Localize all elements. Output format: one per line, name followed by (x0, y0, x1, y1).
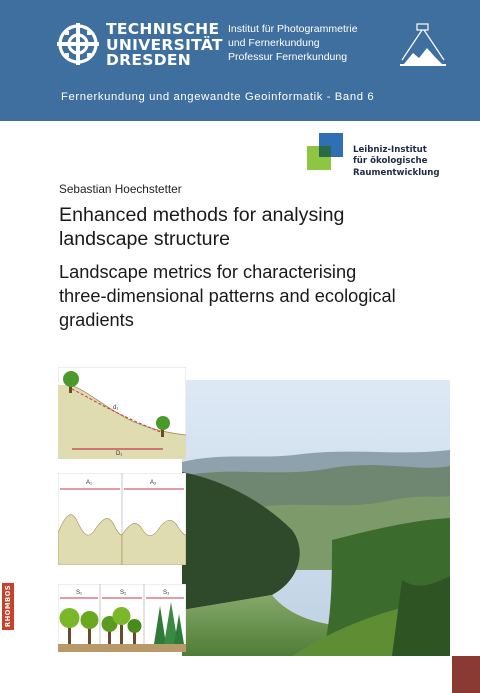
institute-line: Institut für Photogrammetrie (228, 23, 358, 35)
title-line: Enhanced methods for analysing (59, 204, 345, 226)
diagram-label: d₁ (113, 405, 119, 411)
ioer-logo-icon (307, 133, 349, 173)
institute-name (228, 22, 358, 64)
institute-line: Professur Fernerkundung (228, 51, 348, 63)
university-line: UNIVERSITÄT (106, 35, 223, 54)
partner-name (353, 145, 440, 179)
partner-line: für ökologische (353, 156, 428, 167)
university-line: TECHNISCHE (106, 20, 220, 38)
diagram-label: S₂ (120, 590, 127, 596)
diagram-label: S₃ (163, 590, 170, 596)
surface-profile-diagram (58, 473, 186, 565)
institute-line: und Fernerkundung (228, 37, 320, 49)
subtitle-line: three-dimensional patterns and ecological (59, 286, 396, 306)
corner-block (452, 656, 480, 693)
diagram-label: A₂ (150, 480, 157, 486)
author-name: Sebastian Hoechstetter (59, 182, 182, 196)
diagram-label: S₁ (76, 590, 83, 596)
university-line: DRESDEN (106, 51, 192, 69)
tud-logo-icon (56, 22, 100, 66)
subtitle-line: gradients (59, 310, 134, 330)
publisher-tab (2, 583, 14, 630)
title-line: landscape structure (59, 228, 230, 250)
diagram-label: D₁ (116, 451, 123, 457)
slope-diagram (58, 367, 186, 459)
partner-line: Leibniz-Institut (353, 145, 427, 155)
landscape-photo (182, 380, 450, 656)
book-subtitle (59, 260, 396, 332)
university-name (106, 22, 223, 69)
partner-line: Raumentwicklung (353, 167, 440, 178)
header-band (0, 0, 480, 121)
publisher-name: RHOMBOS (4, 584, 12, 628)
photogrammetry-logo-icon (398, 22, 448, 68)
vegetation-diagram (58, 584, 186, 652)
subtitle-line: Landscape metrics for characterising (59, 262, 357, 282)
series-title: Fernerkundung und angewandte Geoinformatik - Band 6 (61, 91, 375, 103)
diagram-label: A₁ (86, 480, 93, 486)
book-title (59, 203, 344, 251)
